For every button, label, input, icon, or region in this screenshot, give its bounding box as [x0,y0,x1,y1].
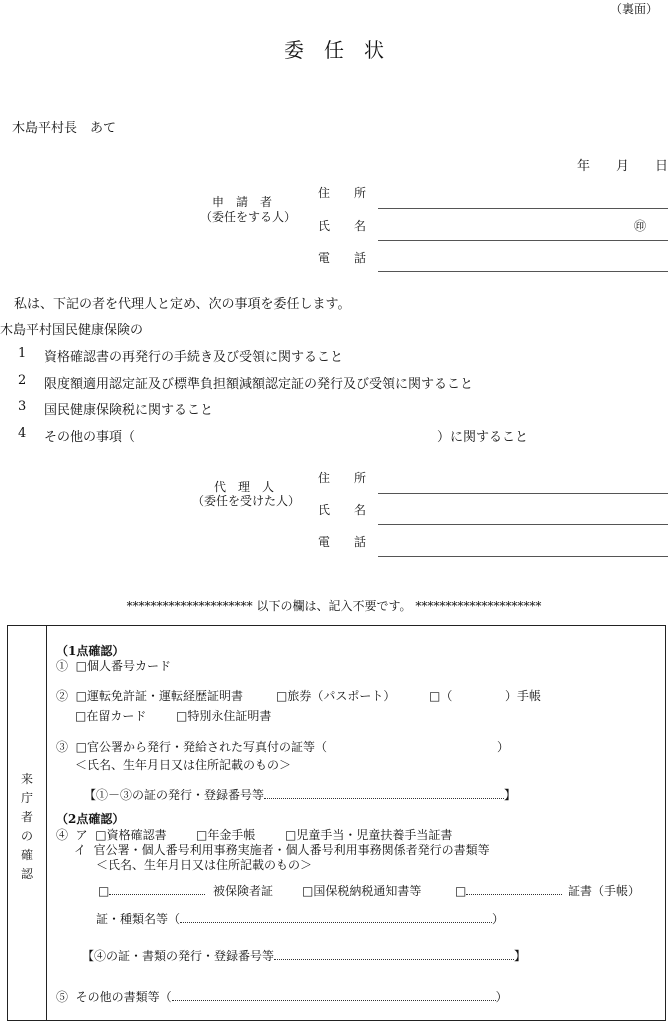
agent-address-label: 住 所 [318,471,367,485]
item-number: 2 [18,373,27,388]
two-point-heading: （2点確認） [56,812,125,826]
applicant-name-label: 氏 名 [318,219,367,233]
option-other-cert[interactable]: □ [455,882,562,898]
option-child-allowance[interactable]: □児童手当・児童扶養手当証書 [285,828,453,842]
insurance-heading: 木島平村国民健康保険の [0,323,144,338]
item-text: 国民健康保険税に関すること [44,403,214,418]
agent-name-line[interactable] [378,524,668,525]
item-number: 4 [18,426,27,441]
option-insured-cert[interactable]: □ [98,882,205,898]
document-title: 委 任 状 [284,38,384,62]
agent-name-label: 氏 名 [318,503,367,517]
option-drivers-license[interactable]: ② □運転免許証・運転経歴証明書 [56,689,243,703]
other-cert-label: 証書（手帳） [568,884,641,898]
option-mynumber-card[interactable]: ① □個人番号カード [56,659,171,673]
option-pension-book[interactable]: □年金手帳 [196,828,256,842]
item-number: 1 [18,346,27,361]
applicant-phone-line[interactable] [378,271,668,272]
agent-address-line[interactable] [378,493,668,494]
photo-id-note: ＜氏名、生年月日又は住所記載のもの＞ [75,758,292,772]
reg-number-1to3: 【①－③の証の発行・登録番号等 】 [84,788,517,802]
insured-cert-label: 被保険者証 [213,884,274,898]
back-side-label: （裏面） [609,2,658,16]
not-required-notice: ********************* 以下の欄は、記入不要です。 ********************* [126,599,542,613]
delegation-statement: 私は、下記の者を代理人と定め、次の事項を委任します。 [14,297,351,312]
option-qualification-cert[interactable]: ④ ア □資格確認書 [56,828,167,842]
addressee: 木島平村長 あて [12,121,117,136]
close-paren: ） [497,740,510,754]
visitor-confirmation-label: 来 庁 者 の 確 認 [20,772,33,881]
cert-kind-field[interactable]: 証・種類名等（ ） [96,912,505,926]
seal-mark: ㊞ [634,219,647,233]
other-docs-field[interactable]: ⑤ その他の書類等（ ） [56,990,508,1004]
date-field: 年 月 日 [576,159,668,174]
option-special-permanent[interactable]: □特別永住証明書 [176,709,272,723]
option-official-docs: イ 官公署・個人番号利用事務実施者・個人番号利用事務関係者発行の書類等 [74,843,490,857]
item-text-end: ）に関すること [437,430,529,445]
applicant-role: 申 請 者 [212,195,273,209]
applicant-address-label: 住 所 [318,186,367,200]
option-passport[interactable]: □旅券（パスポート） [276,689,396,703]
agent-phone-label: 電 話 [318,535,367,549]
applicant-address-line[interactable] [378,208,668,209]
option-handbook[interactable]: □（ [429,689,453,703]
item-text: 資格確認書の再発行の手続き及び受領に関すること [44,350,344,365]
option-tax-notice[interactable]: □国保税納税通知書等 [302,884,422,898]
item-text: 限度額適用認定証及び標準負担額減額認定証の発行及び受領に関すること [44,377,474,392]
option-residence-card[interactable]: □在留カード [75,709,147,723]
agent-role-sub: （委任を受けた人） [192,494,301,508]
applicant-phone-label: 電 話 [318,251,367,265]
item-text: その他の事項（ [44,430,136,445]
one-point-heading: （1点確認） [56,644,125,658]
option-photo-id[interactable]: ③ □官公署から発行・発給された写真付の証等（ [56,740,327,754]
handbook-suffix: ）手帳 [505,689,542,703]
agent-role: 代 理 人 [214,480,275,494]
applicant-role-sub: （委任をする人） [200,210,297,224]
agent-phone-line[interactable] [378,556,668,557]
official-docs-note: ＜氏名、生年月日又は住所記載のもの＞ [96,858,313,872]
item-number: 3 [18,399,27,414]
applicant-name-line[interactable] [378,240,668,241]
reg-number-4: 【④の証・書類の発行・登録番号等 】 [82,949,527,963]
